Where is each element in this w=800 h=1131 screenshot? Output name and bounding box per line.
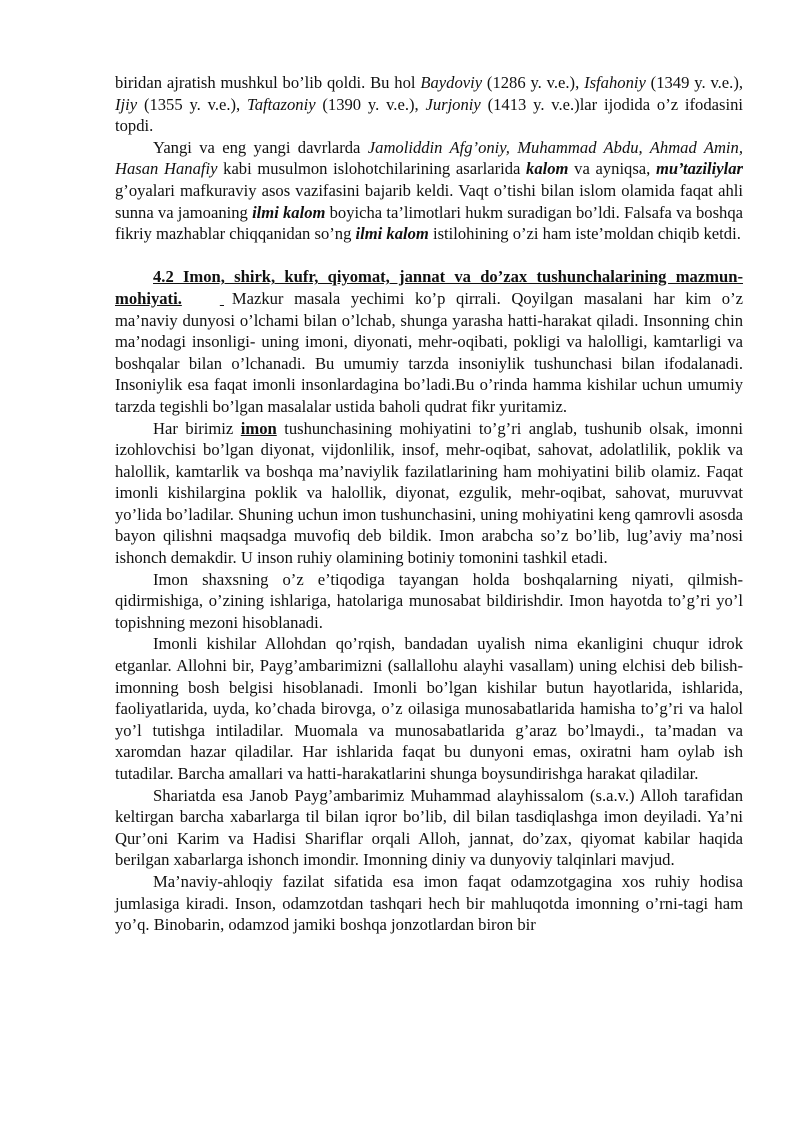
section-heading: 4.2 Imon, shirk, kufr, qiyomat, jannat va do’zax tushunchalarining mazmun-mohiyati. bbox=[115, 267, 743, 308]
author-name: Jurjoniy bbox=[425, 94, 481, 114]
author-name: Ijiy bbox=[115, 94, 138, 114]
reformer-names: Jamoliddin Afg’oniy, Muhammad Abdu, Ahmad Amin, Hasan Hanafiy bbox=[115, 137, 743, 179]
paragraph-imon-definition: Imon shaxsning o’z e’tiqodiga tayangan holda boshqalarning niyati, qilmish-qidirmishiga, o’zining ishlariga, hatolariga munosabat bildirishdir. Imon hayotda to’g’ri yo’l topishning mezoni hisoblanadi. bbox=[115, 569, 743, 632]
paragraph-imon-concept: Har birimiz imon tushunchasining mohiyatini to’g’ri anglab, tushunib olsak, imonni izohlovchisi bo’lgan diyonat, vijdonlilik, insof, mehr-oqibat, sahovat, adolatlilik, poklik va halollik, kamtarlik va boshqa ma’naviylik fazilatlarining ham mohiyatini bilib olamiz. Faqat imonli kishilargina poklik va halollik, diyonat, ezgulik, mehr-oqibat, sahovat, muruvvat yo’lida bo’ladilar. Shuning uchun imon tushunchasini, uning mohiyatini keng qamrovli asosda bayon qilishni maqsadga muvofiq deb bildik. Imon arabcha so’z bo’lib, lug’aviy ma’nosi ishonch demakdir. U inson ruhiy olamining botiniy tomonini tashkil etadi. bbox=[115, 418, 743, 568]
term-ilmi-kalom: ilmi kalom bbox=[252, 202, 326, 222]
term-kalom: kalom bbox=[526, 159, 569, 179]
section-paragraph: 4.2 Imon, shirk, kufr, qiyomat, jannat va do’zax tushunchalarining mazmun-mohiyati. Mazkur masala yechimi ko’p qirrali. Qoyilgan masalani har kim o’z ma’naviy dunyosi o’lchami bilan o’lchab, shunga yarasha hatti-harakat qiladi. Insonning chin ma’nodagi insonligi- uning imoni, diyonati, mehr-oqibati, pokligi va halolligi, kamtarligi va boshqalar bilan o’lchanadi. Bu umumiy tarzda insoniylik tushunchasi bilan ifodalanadi. Insoniylik esa faqat imonli insonlardagina bo’ladi.Bu o’rinda hamma kishilar uchun umumiy tarzda tegishli bo’lgan masalalar ustida baholi qudrat fikr yuritamiz. bbox=[115, 267, 743, 416]
term-imon: imon bbox=[240, 418, 277, 438]
term-ilmi-kalom: ilmi kalom bbox=[355, 224, 429, 244]
paragraph-continuation: biridan ajratish mushkul bo’lib qoldi. Bu hol Baydoviy (1286 y. v.e.), Isfahoniy (1349 y. v.e.), Ijiy (1355 y. v.e.), Taftazoniy (1390 y. v.e.), Jurjoniy (1413 y. v.e.)lar ijodida o’z ifodasini topdi. bbox=[115, 73, 743, 136]
paragraph-manaviy: Ma’naviy-ahloqiy fazilat sifatida esa imon faqat odamzotgagina xos ruhiy hodisa jumlasiga kiradi. Inson, odamzotdan tashqari hech bir mahluqotda imonning o’rni-tagi ham yo’q. Binobarin, odamzod jamiki boshqa jonzotlardan biron bir bbox=[115, 871, 743, 935]
paragraph-imonli-kishilar: Imonli kishilar Allohdan qo’rqish, bandadan uyalish nima ekanligini chuqur idrok etganlar. Allohni bir, Payg’ambarimizni (sallallohu alayhi vasallam) uning elchisi deb bilish-imonning bosh belgisi hisoblanadi. Imonli bo’lgan kishilar butun hayotlarida, ishlarida, faoliyatlarida, uyda, ko’chada birovga, o’z oilasiga munosabatlarida hamisha to’g’ri va halol yo’l tutishga intiladilar. Muomala va munosabatlarida g’araz bo’lmaydi., ta’madan va xaromdan hazar qiladilar. Har ishlarida faqat bu dunyoni emas, oxiratni ham oylab ish tutadilar. Barcha amallari va hatti-harakatlarini shunga boysundirishga harakat qiladilar. bbox=[115, 634, 743, 783]
author-name: Baydoviy bbox=[420, 73, 483, 92]
heading-underline-gap bbox=[182, 288, 232, 310]
author-name: Taftazoniy bbox=[247, 94, 316, 114]
paragraph-shariat: Shariatda esa Janob Payg’ambarimiz Muhammad alayhissalom (s.a.v.) Alloh tarafidan keltirgan barcha xabarlarga til bilan iqror bo’lib, dil bilan tasdiqlashga imon deyiladi. Ya’ni Qur’oni Karim va Hadisi Shariflar orqali Alloh, jannat, do’zax, qiyomat kabilar haqida berilgan xabarlarga ishonch imondir. Imonning diniy va dunyoviy talqinlari mavjud. bbox=[115, 785, 743, 870]
paragraph-reformers: Yangi va eng yangi davrlarda Jamoliddin Afg’oniy, Muhammad Abdu, Ahmad Amin, Hasan Hanafiy kabi musulmon islohotchilarining asarlarida kalom va ayniqsa, mu’taziliylar g’oyalari mafkuraviy asos vazifasini bajarib keldi. Vaqt o’tishi bilan islom olamida faqat ahli sunna va jamoaning ilmi kalom boyicha ta’limotlari hukm suradigan bo’ldi. Falsafa va boshqa fikriy mazhablar chiqqanidan so’ng ilmi kalom istilohining o’zi ham iste’moldan chiqib ketdi. bbox=[115, 137, 743, 244]
term-mutaziliylar: mu’taziliylar bbox=[656, 159, 743, 179]
author-name: Isfahoniy bbox=[584, 73, 646, 92]
